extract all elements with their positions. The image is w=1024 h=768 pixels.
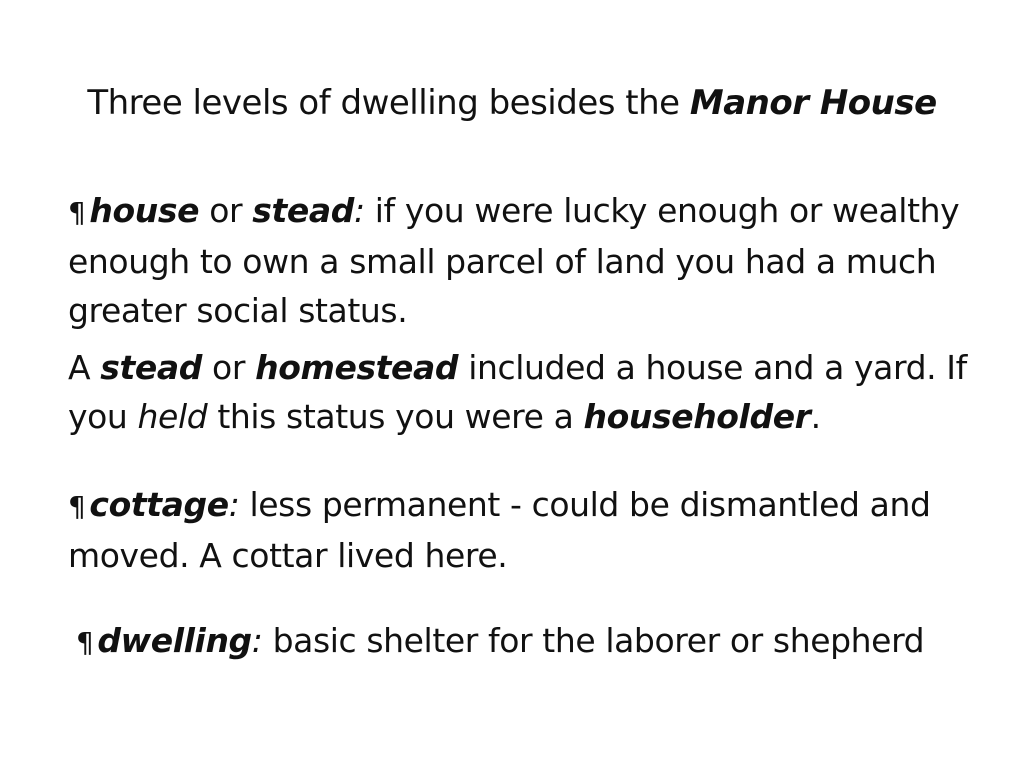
paragraph-homestead	[68, 343, 968, 441]
pilcrow-mark: ¶	[68, 196, 86, 229]
title-prefix: Three levels of dwelling besides the	[87, 83, 690, 123]
colon: :	[251, 621, 263, 660]
connector-or: or	[201, 348, 256, 387]
colon: :	[228, 485, 240, 524]
term-homestead: homestead	[255, 348, 459, 387]
paragraph-house-stead	[68, 186, 968, 335]
term-house: house	[89, 191, 200, 230]
slide-title	[0, 80, 1024, 126]
term-cottage: cottage	[89, 485, 229, 524]
term-stead: stead	[100, 348, 202, 387]
word-held: held	[137, 397, 208, 436]
paragraph-cottage	[68, 480, 968, 580]
term-householder: householder	[583, 397, 811, 436]
title-emphasis: Manor House	[689, 83, 937, 123]
paragraph-text: less permanent - could be dismantled and moved. A cottar lived here.	[68, 485, 931, 575]
term-dwelling: dwelling	[97, 621, 252, 660]
paragraph-text: basic shelter for the laborer or shepherd	[262, 621, 925, 660]
connector-or: or	[199, 191, 253, 230]
period: .	[810, 397, 821, 436]
paragraph-text-1: included a house and a yard. If you	[68, 348, 967, 436]
paragraph-dwelling	[76, 616, 976, 667]
term-stead: stead	[252, 191, 354, 230]
paragraph-text: if you were lucky enough or wealthy enough to own a small parcel of land you had a much greater social status.	[68, 191, 960, 330]
article-a: A	[68, 348, 101, 387]
pilcrow-mark: ¶	[76, 626, 94, 659]
paragraph-text-2: this status you were a	[207, 397, 584, 436]
colon: :	[353, 191, 365, 230]
pilcrow-mark: ¶	[68, 490, 86, 523]
